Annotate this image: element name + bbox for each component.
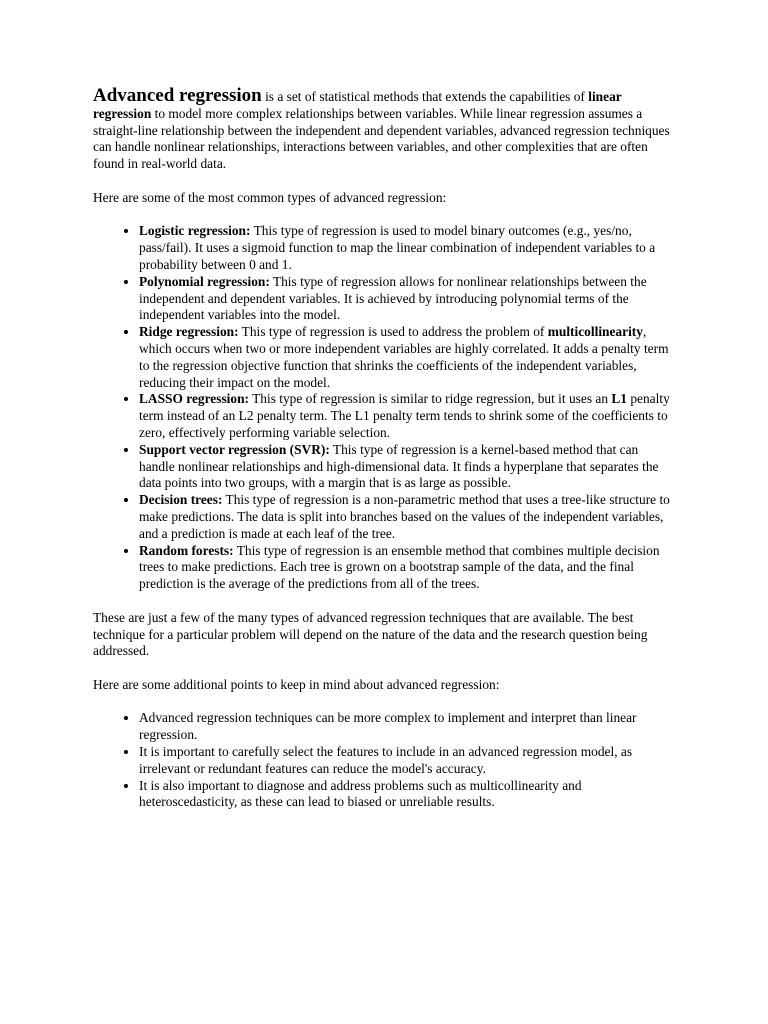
list-item-text: This type of regression is used to address the problem of [238,324,548,340]
intro-bold-term: linear regression [93,89,622,121]
list-item-text: This type of regression is used to model binary outcomes (e.g., yes/no, pass/fail). It uses a sigmoid function to map the linear combination of independent variables to a probability between 0 and 1. [139,223,656,272]
list-item-logistic [139,223,675,273]
regression-types-list [93,223,675,593]
list-item-text: penalty term instead of an L2 penalty term. The L1 penalty term tends to shrink some of the coefficients to zero, effectively performing variable selection. [139,391,670,440]
list-item-term: Decision trees: [139,492,223,508]
summary-paragraph: These are just a few of the many types of advanced regression techniques that are available. The best technique for a particular problem will depend on the nature of the data and the research question being addressed. [93,609,648,659]
list-item: • It is important to carefully select the features to include in an advanced regression model, as irrelevant or redundant features can reduce the model's accuracy. [139,744,675,778]
list-item-ridge [139,324,675,391]
intro-text-2: to model more complex relationships between variables. While linear regression assumes a straight-line relationship between the independent and dependent variables, advanced regression techniques can handle nonlinear relationships, interactions between variables, and other complexities that are often found in real-world data. [93,105,670,172]
list-item-text: This type of regression is similar to ridge regression, but it uses an [249,391,612,407]
list-item-bold-word: multicollinearity [547,324,643,340]
list-item-term: Polynomial regression: [139,273,270,289]
list-item-svr [139,442,675,492]
list-item-text: This type of regression is a non-parametric method that uses a tree-like structure to make predictions. The data is split into branches based on the values of the independent variables, and a prediction is made at each leaf of the tree. [139,492,670,541]
list-item-term: LASSO regression: [139,391,249,407]
intro-paragraph [93,85,675,173]
list-item-bold-word: L1 [611,391,627,407]
list-item-term: Logistic regression: [139,223,251,239]
list-item: • Advanced regression techniques can be more complex to implement and interpret than linear regression. [139,710,675,744]
list-item: • It is also important to diagnose and address problems such as multicollinearity and heteroscedasticity, as these can lead to biased or unreliable results. [139,778,675,812]
list-item-random-forests [139,543,675,593]
intro-text-1: is a set of statistical methods that extends the capabilities of [261,89,589,104]
list-item-text: , which occurs when two or more independent variables are highly correlated. It adds a penalty term to the regression objective function that shrinks the coefficients of the independent variables, reducing their impact on the model. [139,324,669,390]
list-item-lasso [139,391,675,441]
intro-title: Advanced regression [93,85,262,106]
list-item-term: Random forests: [139,542,234,558]
types-intro-paragraph: Here are some of the most common types of advanced regression: [93,189,447,205]
list-item-text: This type of regression is a kernel-based method that can handle nonlinear relationships and high-dimensional data. It finds a hyperplane that separates the data points into two groups, with a margin that is as large as possible. [139,441,659,491]
list-item-polynomial [139,274,675,324]
additional-points-list [93,710,675,811]
list-item-term: Support vector regression (SVR): [139,441,330,457]
list-item-decision-trees [139,492,675,542]
list-item-text: This type of regression is an ensemble method that combines multiple decision trees to make predictions. Each tree is grown on a bootstrap sample of the data, and the final prediction is the average of the predictions from all of the trees. [139,542,660,592]
list-item-text: This type of regression allows for nonlinear relationships between the independent and dependent variables. It is achieved by introducing polynomial terms of the independent variables into the model. [139,273,647,323]
document-page [93,85,675,828]
list-item-term: Ridge regression: [139,324,239,340]
points-intro-paragraph: Here are some additional points to keep in mind about advanced regression: [93,676,500,692]
